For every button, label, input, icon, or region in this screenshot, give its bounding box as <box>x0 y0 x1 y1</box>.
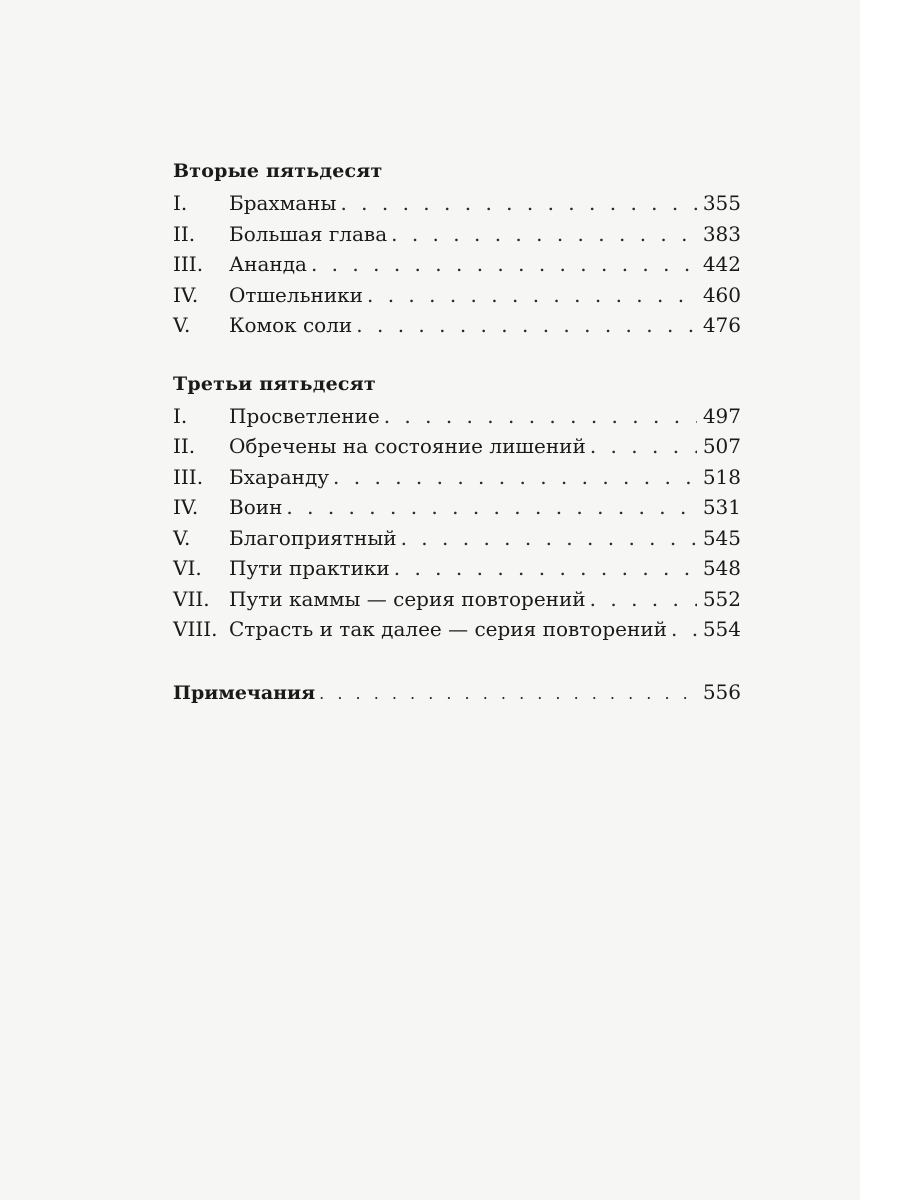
dot-leader <box>401 523 697 554</box>
entry-title: Отшельники <box>229 282 363 307</box>
dot-leader <box>340 188 696 219</box>
entry-page: 545 <box>702 525 741 550</box>
dot-leader <box>590 584 697 615</box>
entry-title: Воин <box>229 495 283 519</box>
toc-entry[interactable] <box>173 523 741 554</box>
entry-page: 531 <box>702 495 741 519</box>
entry-page: 383 <box>702 221 741 246</box>
entry-number: II. <box>173 221 196 246</box>
dot-leader <box>367 280 697 311</box>
notes-title: Примечания <box>173 681 316 704</box>
dot-leader <box>671 614 697 645</box>
toc-entry[interactable] <box>173 431 741 462</box>
entry-number: V. <box>173 525 191 550</box>
section-heading-third-fifty: Третьи пятьдесят <box>173 372 376 395</box>
entry-number: IV. <box>173 495 199 519</box>
entry-number: VI. <box>173 556 202 580</box>
table-of-contents <box>173 154 741 709</box>
toc-entry[interactable] <box>173 188 741 219</box>
entry-title: Большая глава <box>229 221 388 246</box>
section-heading-second-fifty: Вторые пятьдесят <box>173 160 383 182</box>
toc-entry[interactable] <box>173 280 741 311</box>
dot-leader <box>384 401 697 432</box>
entry-title: Бхаранду <box>229 464 330 489</box>
dot-leader <box>286 492 696 523</box>
section-spacer <box>173 645 741 675</box>
section-spacer <box>173 341 741 367</box>
toc-entry[interactable] <box>173 614 741 645</box>
toc-entry-notes[interactable] <box>173 675 741 709</box>
toc-entry[interactable] <box>173 584 741 615</box>
entry-page: 518 <box>702 464 741 489</box>
entry-page: 554 <box>702 617 741 641</box>
entry-number: II. <box>173 434 196 458</box>
entry-title: Благоприятный <box>229 525 397 550</box>
dot-leader <box>311 249 697 280</box>
toc-entry[interactable] <box>173 249 741 280</box>
toc-entry[interactable] <box>173 492 741 523</box>
entry-page: 497 <box>702 403 741 428</box>
entry-number: III. <box>173 464 204 489</box>
notes-page: 556 <box>702 679 741 704</box>
entry-page: 460 <box>702 282 741 307</box>
entry-title: Ананда <box>229 252 307 276</box>
entry-number: IV. <box>173 282 199 307</box>
entry-number: III. <box>173 252 204 276</box>
entry-title: Брахманы <box>229 191 337 215</box>
entry-title: Обречены на состояние лишений <box>229 434 586 458</box>
entry-title: Пути каммы — серия повторений <box>229 586 586 611</box>
toc-entry[interactable] <box>173 462 741 493</box>
dot-leader <box>394 553 697 584</box>
entry-title: Просветление <box>229 403 380 428</box>
entry-number: VII. <box>173 586 210 611</box>
entry-title: Страсть и так далее — серия повторений <box>229 617 667 641</box>
entry-number: I. <box>173 403 188 428</box>
toc-entry[interactable] <box>173 310 741 341</box>
dot-leader <box>319 677 697 711</box>
entry-page: 355 <box>702 191 741 215</box>
dot-leader <box>333 462 697 493</box>
dot-leader <box>356 310 697 341</box>
entry-number: I. <box>173 191 188 215</box>
entry-number: VIII. <box>173 617 218 641</box>
toc-entry[interactable] <box>173 401 741 432</box>
entry-page: 507 <box>702 434 741 458</box>
entry-page: 548 <box>702 556 741 580</box>
entry-page: 552 <box>702 586 741 611</box>
entry-page: 476 <box>702 313 741 337</box>
toc-entry[interactable] <box>173 553 741 584</box>
dot-leader <box>590 431 697 462</box>
entry-page: 442 <box>702 252 741 276</box>
entry-title: Пути практики <box>229 556 390 580</box>
dot-leader <box>391 219 697 250</box>
toc-entry[interactable] <box>173 219 741 250</box>
page-edge <box>860 0 900 1200</box>
entry-title: Комок соли <box>229 313 353 337</box>
entry-number: V. <box>173 313 191 337</box>
